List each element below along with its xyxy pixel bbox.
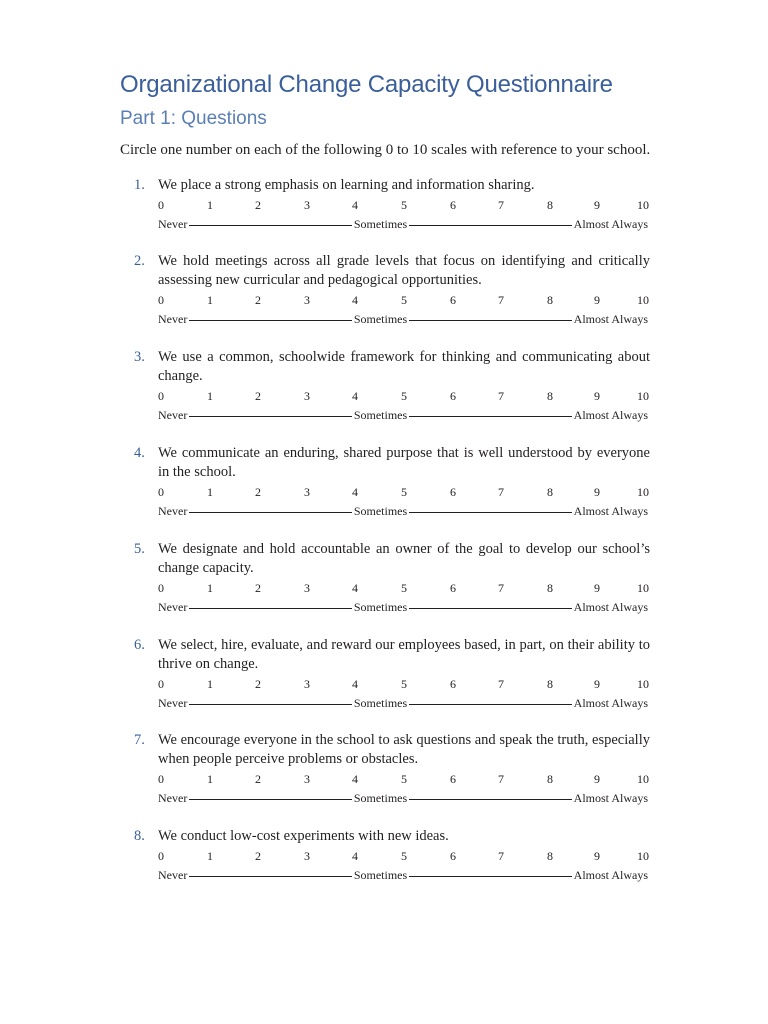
scale-mid-label: Sometimes xyxy=(353,503,408,518)
scale-mid-label: Sometimes xyxy=(353,599,408,614)
instructions: Circle one number on each of the following 0 to 10 scales with reference to your school. xyxy=(120,142,651,158)
scale-divider-line xyxy=(409,876,572,877)
rating-option[interactable]: 0 xyxy=(158,581,164,595)
rating-option[interactable]: 0 xyxy=(158,677,164,691)
rating-option[interactable]: 8 xyxy=(547,581,553,595)
rating-option[interactable]: 3 xyxy=(304,677,310,691)
rating-option[interactable]: 10 xyxy=(637,198,649,212)
question-text: We place a strong emphasis on learning and information sharing. xyxy=(158,177,535,193)
rating-scale-labels xyxy=(158,215,648,233)
rating-option[interactable]: 5 xyxy=(401,198,407,212)
rating-option[interactable]: 7 xyxy=(498,677,504,691)
rating-option[interactable]: 4 xyxy=(352,772,358,786)
rating-option[interactable]: 7 xyxy=(498,581,504,595)
rating-option[interactable]: 2 xyxy=(255,198,261,212)
rating-option[interactable]: 0 xyxy=(158,849,164,863)
page-subtitle: Part 1: Questions xyxy=(120,108,267,129)
question-number: 8. xyxy=(134,828,145,844)
rating-scale-numbers xyxy=(158,674,648,694)
rating-scale-numbers xyxy=(158,386,648,406)
scale-high-label: Almost Always xyxy=(573,503,649,518)
question-text: We designate and hold accountable an owner of the goal to develop our school’s change capacity. xyxy=(158,541,650,576)
scale-divider-line xyxy=(189,608,352,609)
rating-option[interactable]: 10 xyxy=(637,389,649,403)
question-item xyxy=(120,827,650,884)
rating-option[interactable]: 1 xyxy=(207,389,213,403)
scale-mid-label: Sometimes xyxy=(353,695,408,710)
rating-option[interactable]: 0 xyxy=(158,293,164,307)
rating-option[interactable]: 9 xyxy=(594,389,600,403)
rating-option[interactable]: 3 xyxy=(304,198,310,212)
scale-high-label: Almost Always xyxy=(573,599,649,614)
scale-divider-line xyxy=(189,876,352,877)
rating-option[interactable]: 10 xyxy=(637,772,649,786)
rating-option[interactable]: 5 xyxy=(401,581,407,595)
question-text: We hold meetings across all grade levels that focus on identifying and critically assessing new curricular and pedagogical opportunities. xyxy=(158,253,650,288)
rating-scale-labels xyxy=(158,598,648,616)
scale-divider-line xyxy=(409,225,572,226)
scale-high-label: Almost Always xyxy=(573,216,649,231)
question-number: 1. xyxy=(134,177,145,193)
rating-option[interactable]: 2 xyxy=(255,293,261,307)
rating-option[interactable]: 6 xyxy=(450,389,456,403)
rating-option[interactable]: 8 xyxy=(547,485,553,499)
scale-divider-line xyxy=(409,416,572,417)
rating-scale-numbers xyxy=(158,195,648,215)
scale-high-label: Almost Always xyxy=(573,790,649,805)
rating-option[interactable]: 2 xyxy=(255,772,261,786)
rating-scale-numbers xyxy=(158,290,648,310)
rating-option[interactable]: 9 xyxy=(594,198,600,212)
rating-option[interactable]: 5 xyxy=(401,389,407,403)
scale-divider-line xyxy=(189,799,352,800)
scale-divider-line xyxy=(189,225,352,226)
scale-low-label: Never xyxy=(158,503,188,518)
scale-low-label: Never xyxy=(158,311,188,326)
rating-option[interactable]: 7 xyxy=(498,389,504,403)
scale-mid-label: Sometimes xyxy=(353,216,408,231)
rating-option[interactable]: 9 xyxy=(594,293,600,307)
scale-low-label: Never xyxy=(158,407,188,422)
rating-option[interactable]: 0 xyxy=(158,485,164,499)
question-item xyxy=(120,444,650,520)
scale-divider-line xyxy=(189,512,352,513)
question-number: 3. xyxy=(134,349,145,365)
rating-option[interactable]: 2 xyxy=(255,389,261,403)
rating-option[interactable]: 9 xyxy=(594,849,600,863)
scale-low-label: Never xyxy=(158,599,188,614)
question-number: 2. xyxy=(134,253,145,269)
rating-option[interactable]: 6 xyxy=(450,849,456,863)
rating-option[interactable]: 9 xyxy=(594,677,600,691)
rating-option[interactable]: 4 xyxy=(352,389,358,403)
scale-low-label: Never xyxy=(158,216,188,231)
rating-option[interactable]: 4 xyxy=(352,849,358,863)
rating-option[interactable]: 5 xyxy=(401,849,407,863)
rating-option[interactable]: 10 xyxy=(637,581,649,595)
scale-low-label: Never xyxy=(158,867,188,882)
question-text: We encourage everyone in the school to ask questions and speak the truth, especially when people perceive problems or obstacles. xyxy=(158,732,650,767)
question-number: 6. xyxy=(134,637,145,653)
rating-option[interactable]: 6 xyxy=(450,198,456,212)
scale-divider-line xyxy=(189,320,352,321)
rating-option[interactable]: 2 xyxy=(255,677,261,691)
question-number: 7. xyxy=(134,732,145,748)
question-item xyxy=(120,176,650,233)
rating-option[interactable]: 0 xyxy=(158,198,164,212)
rating-option[interactable]: 4 xyxy=(352,293,358,307)
question-item xyxy=(120,348,650,424)
scale-divider-line xyxy=(409,704,572,705)
rating-option[interactable]: 8 xyxy=(547,772,553,786)
rating-option[interactable]: 2 xyxy=(255,485,261,499)
question-text: We conduct low-cost experiments with new ideas. xyxy=(158,828,449,844)
rating-scale-labels xyxy=(158,866,648,884)
question-text: We use a common, schoolwide framework for thinking and communicating about change. xyxy=(158,349,650,384)
rating-option[interactable]: 9 xyxy=(594,581,600,595)
rating-option[interactable]: 3 xyxy=(304,389,310,403)
rating-option[interactable]: 2 xyxy=(255,849,261,863)
rating-option[interactable]: 4 xyxy=(352,677,358,691)
rating-option[interactable]: 6 xyxy=(450,293,456,307)
scale-high-label: Almost Always xyxy=(573,695,649,710)
page-title: Organizational Change Capacity Questionnaire xyxy=(120,71,613,98)
rating-option[interactable]: 3 xyxy=(304,849,310,863)
rating-option[interactable]: 6 xyxy=(450,581,456,595)
scale-low-label: Never xyxy=(158,790,188,805)
scale-high-label: Almost Always xyxy=(573,867,649,882)
rating-option[interactable]: 9 xyxy=(594,772,600,786)
scale-high-label: Almost Always xyxy=(573,407,649,422)
rating-option[interactable]: 8 xyxy=(547,677,553,691)
rating-option[interactable]: 7 xyxy=(498,485,504,499)
scale-divider-line xyxy=(189,704,352,705)
rating-option[interactable]: 4 xyxy=(352,198,358,212)
rating-option[interactable]: 7 xyxy=(498,198,504,212)
rating-option[interactable]: 3 xyxy=(304,485,310,499)
rating-option[interactable]: 4 xyxy=(352,485,358,499)
question-number: 4. xyxy=(134,445,145,461)
rating-option[interactable]: 3 xyxy=(304,293,310,307)
rating-option[interactable]: 8 xyxy=(547,849,553,863)
scale-divider-line xyxy=(409,512,572,513)
scale-divider-line xyxy=(409,320,572,321)
rating-option[interactable]: 10 xyxy=(637,677,649,691)
rating-option[interactable]: 5 xyxy=(401,293,407,307)
rating-option[interactable]: 3 xyxy=(304,772,310,786)
rating-scale-labels xyxy=(158,789,648,807)
rating-option[interactable]: 0 xyxy=(158,389,164,403)
scale-low-label: Never xyxy=(158,695,188,710)
question-item xyxy=(120,636,650,712)
rating-option[interactable]: 1 xyxy=(207,677,213,691)
rating-option[interactable]: 7 xyxy=(498,293,504,307)
rating-option[interactable]: 1 xyxy=(207,485,213,499)
rating-option[interactable]: 1 xyxy=(207,849,213,863)
rating-option[interactable]: 1 xyxy=(207,198,213,212)
rating-option[interactable]: 5 xyxy=(401,772,407,786)
rating-option[interactable]: 3 xyxy=(304,581,310,595)
rating-option[interactable]: 0 xyxy=(158,772,164,786)
rating-scale-labels xyxy=(158,694,648,712)
rating-option[interactable]: 6 xyxy=(450,772,456,786)
rating-option[interactable]: 10 xyxy=(637,293,649,307)
rating-option[interactable]: 8 xyxy=(547,389,553,403)
rating-option[interactable]: 1 xyxy=(207,772,213,786)
scale-mid-label: Sometimes xyxy=(353,790,408,805)
scale-divider-line xyxy=(189,416,352,417)
rating-scale-numbers xyxy=(158,769,648,789)
scale-high-label: Almost Always xyxy=(573,311,649,326)
rating-scale-labels xyxy=(158,502,648,520)
rating-option[interactable]: 5 xyxy=(401,485,407,499)
rating-option[interactable]: 6 xyxy=(450,677,456,691)
rating-scale-labels xyxy=(158,406,648,424)
rating-scale-numbers xyxy=(158,846,648,866)
rating-option[interactable]: 10 xyxy=(637,485,649,499)
rating-option[interactable]: 2 xyxy=(255,581,261,595)
question-number: 5. xyxy=(134,541,145,557)
rating-option[interactable]: 1 xyxy=(207,581,213,595)
question-item xyxy=(120,252,650,328)
rating-scale-numbers xyxy=(158,578,648,598)
question-text: We select, hire, evaluate, and reward our employees based, in part, on their ability to thrive on change. xyxy=(158,637,650,672)
scale-mid-label: Sometimes xyxy=(353,311,408,326)
rating-scale-numbers xyxy=(158,482,648,502)
question-text: We communicate an enduring, shared purpose that is well understood by everyone in the school. xyxy=(158,445,650,480)
scale-mid-label: Sometimes xyxy=(353,407,408,422)
rating-option[interactable]: 10 xyxy=(637,849,649,863)
rating-option[interactable]: 9 xyxy=(594,485,600,499)
question-item xyxy=(120,540,650,616)
rating-option[interactable]: 8 xyxy=(547,198,553,212)
scale-mid-label: Sometimes xyxy=(353,867,408,882)
rating-option[interactable]: 4 xyxy=(352,581,358,595)
question-item xyxy=(120,731,650,807)
rating-scale-labels xyxy=(158,310,648,328)
rating-option[interactable]: 7 xyxy=(498,772,504,786)
rating-option[interactable]: 7 xyxy=(498,849,504,863)
scale-divider-line xyxy=(409,608,572,609)
rating-option[interactable]: 6 xyxy=(450,485,456,499)
rating-option[interactable]: 1 xyxy=(207,293,213,307)
rating-option[interactable]: 5 xyxy=(401,677,407,691)
scale-divider-line xyxy=(409,799,572,800)
rating-option[interactable]: 8 xyxy=(547,293,553,307)
